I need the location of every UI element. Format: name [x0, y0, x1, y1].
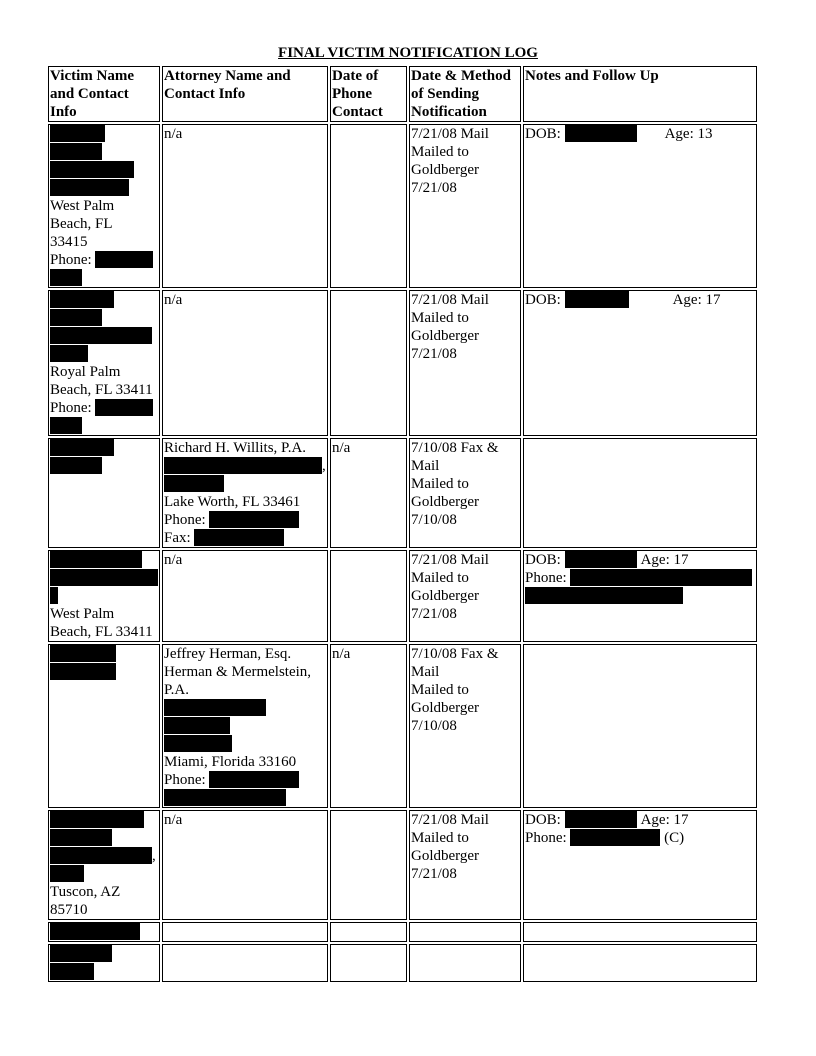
victim-cell	[48, 944, 160, 982]
victim-cell	[48, 644, 160, 808]
victim-address: Beach, FL 33411	[50, 624, 153, 640]
redaction-bar	[565, 291, 629, 308]
redaction-bar	[50, 143, 102, 160]
method-text: Goldberger	[411, 700, 480, 716]
attorney-city: Miami, Florida 33160	[164, 754, 297, 770]
method-cell	[409, 922, 521, 942]
method-text: 7/10/08 Fax &	[411, 646, 499, 662]
attorney-text: n/a	[164, 126, 183, 142]
redaction-bar	[50, 309, 102, 326]
header-text: Notes and Follow Up	[525, 68, 659, 84]
header-notes	[523, 66, 757, 122]
redaction-bar	[164, 475, 224, 492]
phone-label: Phone:	[164, 772, 206, 788]
method-text: Mailed to	[411, 570, 469, 586]
notes-cell	[523, 922, 757, 942]
redaction-bar	[565, 811, 637, 828]
attorney-firm: P.A.	[164, 682, 190, 698]
redaction-bar	[164, 717, 230, 734]
redaction-bar	[565, 551, 637, 568]
redaction-bar	[50, 945, 112, 962]
redaction-bar	[50, 811, 144, 828]
table-row	[48, 438, 757, 548]
method-text: 7/21/08 Mail	[411, 552, 489, 568]
attorney-cell	[162, 644, 328, 808]
redaction-bar	[525, 587, 683, 604]
notes-cell	[523, 438, 757, 548]
age-text: Age: 13	[664, 126, 713, 142]
method-text: 7/21/08 Mail	[411, 126, 489, 142]
attorney-cell	[162, 922, 328, 942]
method-cell	[409, 438, 521, 548]
method-text: 7/21/08	[411, 866, 457, 882]
notes-cell	[523, 290, 757, 436]
redaction-bar	[50, 923, 140, 940]
attorney-name: Jeffrey Herman, Esq.	[164, 646, 292, 662]
attorney-text: n/a	[164, 552, 183, 568]
method-text: Mail	[411, 458, 440, 474]
table-row	[48, 944, 757, 982]
redaction-bar	[194, 529, 284, 546]
victim-address: Beach, FL	[50, 216, 113, 232]
victim-cell	[48, 550, 160, 642]
header-text: and Contact	[50, 86, 129, 102]
method-text: 7/21/08	[411, 346, 457, 362]
attorney-text: n/a	[164, 812, 183, 828]
table-row	[48, 290, 757, 436]
header-method	[409, 66, 521, 122]
table-header-row	[48, 66, 757, 122]
attorney-city: Lake Worth, FL 33461	[164, 494, 301, 510]
age-text: Age: 17	[672, 292, 721, 308]
redaction-bar	[50, 457, 102, 474]
redaction-bar	[164, 457, 322, 474]
method-text: Mailed to	[411, 310, 469, 326]
phone-label: Phone:	[50, 400, 92, 416]
redaction-bar	[570, 829, 660, 846]
attorney-cell	[162, 290, 328, 436]
redaction-bar	[50, 963, 94, 980]
method-cell	[409, 644, 521, 808]
method-cell	[409, 124, 521, 288]
method-cell	[409, 810, 521, 920]
victim-cell	[48, 922, 160, 942]
redaction-bar	[50, 269, 82, 286]
method-text: 7/21/08	[411, 180, 457, 196]
header-text: Contact	[332, 104, 383, 120]
phone-suffix: (C)	[664, 830, 685, 846]
method-text: 7/10/08	[411, 718, 457, 734]
redaction-bar	[164, 789, 286, 806]
redaction-bar	[95, 251, 153, 268]
method-text: Goldberger	[411, 328, 480, 344]
table-row	[48, 124, 757, 288]
method-text: 7/10/08	[411, 512, 457, 528]
victim-address: 85710	[50, 902, 88, 918]
redaction-bar	[50, 865, 84, 882]
header-text: Notification	[411, 104, 487, 120]
redaction-bar	[50, 645, 116, 662]
redaction-bar	[50, 829, 112, 846]
attorney-cell	[162, 810, 328, 920]
redaction-bar	[50, 161, 134, 178]
header-victim	[48, 66, 160, 122]
phone-label: Phone:	[164, 512, 206, 528]
phone-date-text: n/a	[332, 440, 351, 456]
method-text: Goldberger	[411, 162, 480, 178]
attorney-cell	[162, 550, 328, 642]
method-text: 7/21/08	[411, 606, 457, 622]
header-text: Phone	[332, 86, 373, 102]
victim-cell	[48, 438, 160, 548]
notes-cell	[523, 550, 757, 642]
method-text: Mailed to	[411, 682, 469, 698]
phone-date-cell	[330, 810, 407, 920]
phone-date-text: n/a	[332, 646, 351, 662]
phone-date-cell	[330, 124, 407, 288]
redaction-bar	[209, 511, 299, 528]
victim-cell: , Tuscon, AZ 85710	[48, 810, 160, 920]
redaction-bar	[50, 179, 129, 196]
redaction-bar	[50, 291, 114, 308]
attorney-cell	[162, 124, 328, 288]
dob-label: DOB:	[525, 812, 561, 828]
attorney-name: Richard H. Willits, P.A.	[164, 440, 307, 456]
dob-label: DOB:	[525, 552, 561, 568]
victim-address: West Palm	[50, 606, 115, 622]
table-row	[48, 810, 757, 920]
phone-date-cell	[330, 922, 407, 942]
redaction-bar	[209, 771, 299, 788]
redaction-bar	[50, 847, 152, 864]
header-text: Date & Method	[411, 68, 511, 84]
header-text: Contact Info	[164, 86, 246, 102]
redaction-bar	[50, 663, 116, 680]
redaction-bar	[50, 417, 82, 434]
victim-address: Royal Palm	[50, 364, 121, 380]
attorney-firm: Herman & Mermelstein,	[164, 664, 312, 680]
table-row	[48, 644, 757, 808]
attorney-cell: Richard H. Willits, P.A. , Lake Worth, FL 33461 Phone: Fax:	[162, 438, 328, 548]
method-cell	[409, 290, 521, 436]
redaction-bar	[570, 569, 752, 586]
header-text: Date of	[332, 68, 379, 84]
redaction-bar	[50, 587, 58, 604]
method-cell	[409, 550, 521, 642]
phone-date-cell	[330, 438, 407, 548]
victim-notification-table	[46, 64, 759, 984]
dob-label: DOB:	[525, 292, 561, 308]
redaction-bar	[164, 735, 232, 752]
victim-address: Beach, FL 33411	[50, 382, 153, 398]
method-text: Goldberger	[411, 588, 480, 604]
victim-cell	[48, 290, 160, 436]
redaction-bar	[50, 327, 152, 344]
redaction-bar	[50, 125, 105, 142]
redaction-bar	[50, 345, 88, 362]
method-text: 7/21/08 Mail	[411, 812, 489, 828]
method-text: 7/21/08 Mail	[411, 292, 489, 308]
notes-cell	[523, 644, 757, 808]
dob-label: DOB:	[525, 126, 561, 142]
method-text: Goldberger	[411, 494, 480, 510]
phone-label: Phone:	[50, 252, 92, 268]
attorney-cell	[162, 944, 328, 982]
phone-date-cell	[330, 550, 407, 642]
redaction-bar	[50, 569, 158, 586]
notes-cell	[523, 124, 757, 288]
method-text: 7/10/08 Fax &	[411, 440, 499, 456]
header-phone-date	[330, 66, 407, 122]
notes-cell	[523, 944, 757, 982]
phone-label: Phone:	[525, 570, 567, 586]
header-text: Attorney Name and	[164, 68, 291, 84]
victim-cell	[48, 124, 160, 288]
age-text: Age: 17	[640, 552, 689, 568]
method-text: Goldberger	[411, 848, 480, 864]
method-text: Mailed to	[411, 144, 469, 160]
redaction-bar	[95, 399, 153, 416]
table-row	[48, 550, 757, 642]
phone-label: Phone:	[525, 830, 567, 846]
method-text: Mailed to	[411, 830, 469, 846]
redaction-bar	[565, 125, 637, 142]
redaction-bar	[50, 439, 114, 456]
redaction-bar	[164, 699, 266, 716]
header-attorney	[162, 66, 328, 122]
method-cell	[409, 944, 521, 982]
redaction-bar	[50, 551, 142, 568]
attorney-text: n/a	[164, 292, 183, 308]
phone-date-cell	[330, 944, 407, 982]
header-text: Victim Name	[50, 68, 134, 84]
fax-label: Fax:	[164, 530, 191, 546]
page-title: FINAL VICTIM NOTIFICATION LOG	[278, 45, 538, 61]
header-text: Info	[50, 104, 77, 120]
phone-date-cell	[330, 644, 407, 808]
header-text: of Sending	[411, 86, 479, 102]
age-text: Age: 17	[640, 812, 689, 828]
victim-address: 33415	[50, 234, 88, 250]
table-row	[48, 922, 757, 942]
notes-cell	[523, 810, 757, 920]
method-text: Mailed to	[411, 476, 469, 492]
phone-date-cell	[330, 290, 407, 436]
victim-address: Tuscon, AZ	[50, 884, 121, 900]
method-text: Mail	[411, 664, 440, 680]
victim-address: West Palm	[50, 198, 115, 214]
